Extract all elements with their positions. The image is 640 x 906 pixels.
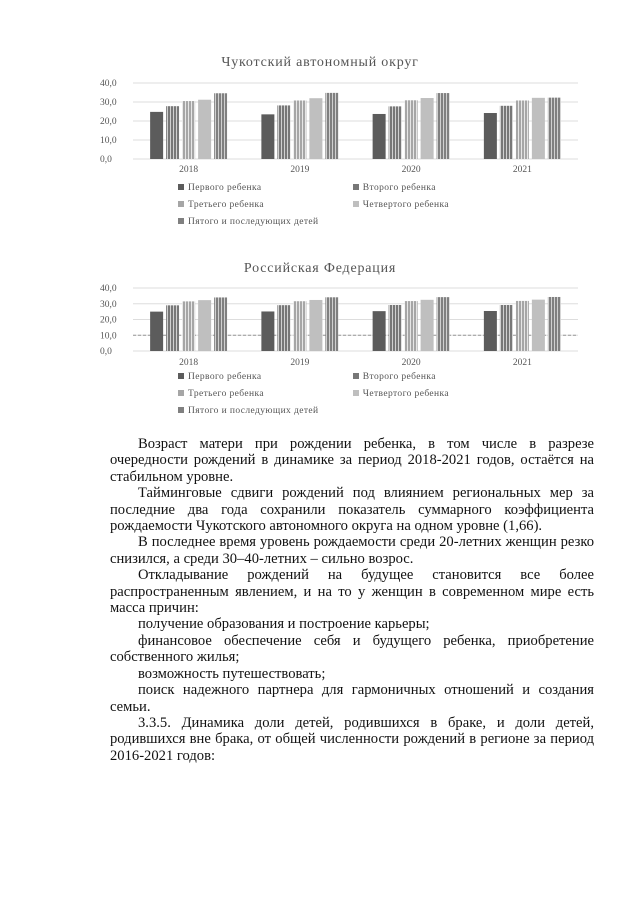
legend-label: Четвертого ребенка	[362, 200, 450, 210]
y-tick-label: 30,0	[100, 299, 117, 310]
bar	[309, 98, 322, 159]
bar	[166, 305, 179, 351]
bar	[293, 100, 306, 159]
list-item: получение образования и построение карьеры;	[138, 616, 430, 633]
bar	[277, 305, 290, 351]
bar	[421, 300, 434, 351]
bar	[500, 106, 513, 159]
chart-legend	[178, 372, 449, 423]
bar	[548, 98, 561, 159]
bar	[182, 301, 195, 351]
list-item: поиск надежного партнера для гармоничных отношений и создания семьи.	[110, 682, 594, 715]
bar	[293, 301, 306, 351]
chart-title: Чукотский автономный округ	[221, 55, 419, 70]
legend-item	[178, 183, 350, 193]
bar	[182, 101, 195, 159]
paragraph: 3.3.5. Динамика доли детей, родившихся в браке, и доли детей, родившихся вне брака, от общей численности рождений в регионе за период 2016-2021 годов:	[110, 714, 594, 764]
legend-label: Третьего ребенка	[188, 200, 264, 210]
bar	[421, 98, 434, 159]
legend-swatch	[178, 184, 184, 190]
legend-item	[178, 200, 350, 210]
legend-item	[353, 200, 449, 210]
x-tick-label: 2018	[179, 358, 199, 368]
legend-item	[178, 389, 350, 399]
bar	[214, 297, 227, 351]
legend-item	[353, 372, 436, 382]
bar	[261, 114, 274, 159]
x-tick-label: 2020	[401, 358, 421, 368]
legend-label: Первого ребенка	[188, 372, 262, 382]
legend-label: Первого ребенка	[188, 183, 262, 193]
bar	[150, 312, 163, 351]
legend-swatch	[353, 201, 359, 207]
paragraph: Откладывание рождений на будущее становится все более распространенным явлением, и на то у женщин в современном мире есть масса причин:	[110, 567, 594, 617]
paragraph: Тайминговые сдвиги рождений под влиянием региональных мер за последние два года сохранили показатель суммарного коэффициента рождаемости Чукотского автономного округа на одном уровне (1,66).	[110, 485, 594, 535]
list-item: финансовое обеспечение себя и будущего ребенка, приобретение собственного жилья;	[110, 632, 594, 666]
legend-swatch	[178, 373, 184, 379]
legend-label: Третьего ребенка	[188, 389, 264, 399]
bar	[214, 93, 227, 159]
x-tick-label: 2020	[401, 165, 421, 175]
bar	[325, 297, 338, 351]
legend-label: Второго ребенка	[362, 372, 436, 382]
bar	[373, 311, 386, 351]
y-tick-label: 20,0	[100, 315, 117, 326]
list-item: возможность путешествовать;	[138, 665, 326, 682]
bar	[437, 297, 450, 351]
legend-label: Пятого и последующих детей	[188, 217, 319, 227]
bar	[484, 311, 497, 351]
bar	[373, 114, 386, 159]
bar	[405, 301, 418, 351]
legend-swatch	[178, 218, 184, 224]
legend-label: Четвертого ребенка	[362, 389, 450, 399]
chart-title: Российская Федерация	[243, 261, 397, 276]
bar	[198, 100, 211, 159]
bar	[548, 297, 561, 351]
bar	[532, 98, 545, 159]
chart-chukotka	[0, 0, 640, 240]
y-tick-label: 40,0	[100, 79, 117, 89]
x-tick-label: 2021	[512, 358, 532, 368]
y-tick-label: 0,0	[100, 155, 112, 165]
legend-swatch	[353, 184, 359, 190]
bar	[437, 93, 450, 159]
bar	[166, 106, 179, 159]
legend-item	[353, 183, 436, 193]
x-tick-label: 2019	[290, 358, 310, 368]
bar	[277, 105, 290, 159]
bar	[500, 305, 513, 351]
chart-legend	[178, 183, 449, 234]
legend-item	[178, 217, 318, 227]
bar	[325, 93, 338, 159]
paragraph: В последнее время уровень рождаемости среди 20-летних женщин резко снизился, а среди 30–40-летних – сильно возрос.	[110, 534, 594, 567]
legend-label: Второго ребенка	[362, 183, 436, 193]
bar	[484, 113, 497, 159]
bar	[150, 112, 163, 159]
bar	[516, 301, 529, 351]
x-tick-label: 2019	[290, 165, 310, 175]
bar	[309, 300, 322, 351]
legend-item	[178, 406, 318, 416]
bar	[389, 106, 402, 159]
paragraph: Возраст матери при рождении ребенка, в том числе в разрезе очередности рождений в динамике за период 2018-2021 годов, остаётся на стабильном уровне.	[110, 436, 594, 485]
bar	[516, 100, 529, 159]
chart-russia	[0, 248, 640, 428]
bar	[198, 300, 211, 351]
y-tick-label: 40,0	[100, 284, 117, 294]
legend-swatch	[178, 407, 184, 413]
bar	[405, 100, 418, 159]
y-tick-label: 0,0	[100, 347, 112, 357]
legend-swatch	[178, 390, 184, 396]
y-tick-label: 20,0	[100, 117, 117, 127]
x-tick-label: 2018	[179, 165, 199, 175]
body-text	[110, 436, 594, 764]
y-tick-label: 30,0	[100, 98, 117, 108]
bar	[261, 311, 274, 351]
legend-item	[178, 372, 350, 382]
legend-label: Пятого и последующих детей	[188, 406, 319, 416]
legend-swatch	[353, 373, 359, 379]
y-tick-label: 10,0	[100, 136, 117, 146]
bar	[389, 305, 402, 351]
legend-swatch	[178, 201, 184, 207]
bar	[532, 300, 545, 351]
x-tick-label: 2021	[512, 165, 532, 175]
legend-item	[353, 389, 449, 399]
legend-swatch	[353, 390, 359, 396]
y-tick-label: 10,0	[100, 331, 117, 342]
